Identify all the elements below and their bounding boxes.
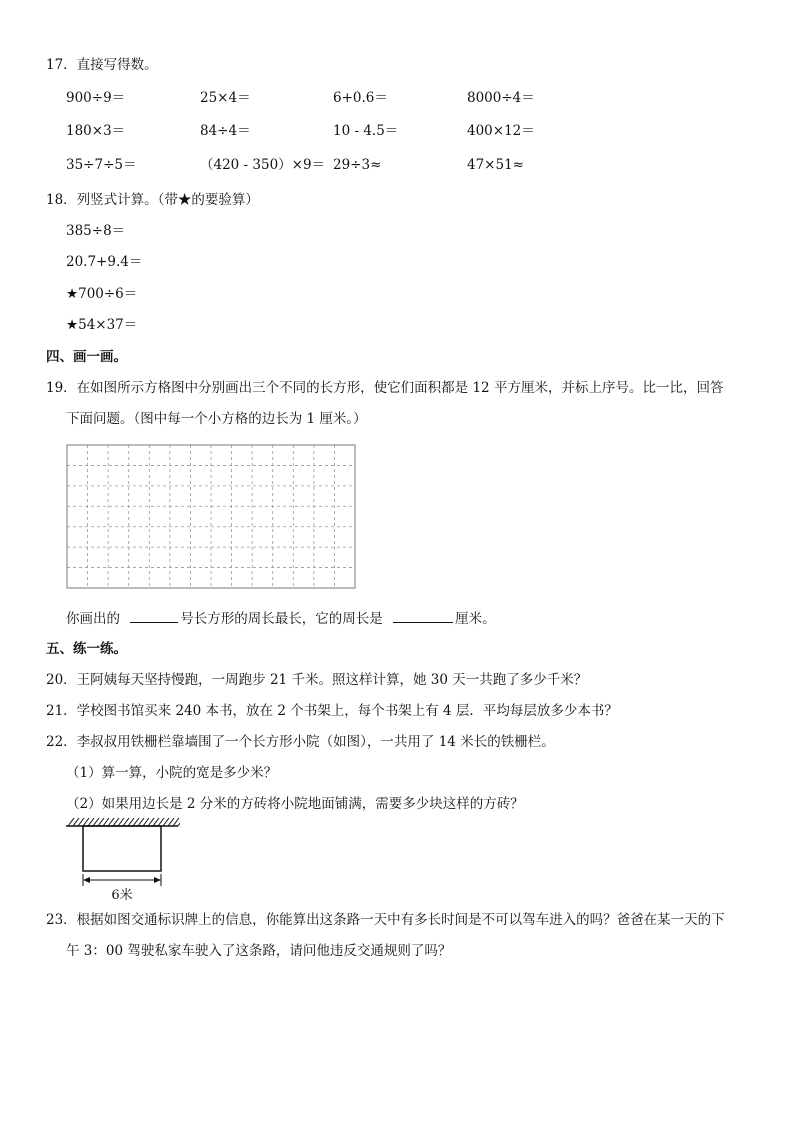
- q19-blank-perimeter[interactable]: [393, 608, 453, 623]
- hatch-stroke: [83, 818, 89, 826]
- q22-text: 22．李叔叔用铁栅栏靠墙围了一个长方形小院（如图），一共用了 14 米长的铁栅栏。: [46, 734, 555, 750]
- hatch-stroke: [168, 818, 174, 826]
- q19-answer-suffix: 厘米。: [455, 611, 496, 627]
- width-label: 6米: [111, 888, 133, 903]
- hatch-stroke: [128, 818, 134, 826]
- hatch-stroke: [153, 818, 159, 826]
- square-grid: [66, 444, 356, 589]
- wall-hatching: [68, 818, 180, 826]
- yard-fence: [83, 826, 161, 871]
- q17-r2-c4: 400×12＝: [467, 123, 535, 139]
- grid-drawing: [66, 444, 356, 589]
- hatch-stroke: [68, 818, 74, 826]
- hatch-stroke: [73, 818, 79, 826]
- hatch-stroke: [78, 818, 84, 826]
- q17-r1-c1: 900÷9＝: [66, 90, 126, 106]
- hatch-stroke: [118, 818, 124, 826]
- q17-r3-c1: 35÷7÷5＝: [66, 157, 137, 173]
- section-4-heading: 四、画一画。: [46, 349, 127, 365]
- q19-answer-prefix: 你画出的: [66, 611, 120, 627]
- q19-text-line2: 下面问题。（图中每一个小方格的边长为 1 厘米。）: [66, 411, 367, 427]
- q20-text: 20．王阿姨每天坚持慢跑，一周跑步 21 千米。照这样计算，她 30 天一共跑了多少千米？: [46, 672, 588, 688]
- q17-r1-c2: 25×4＝: [200, 90, 251, 106]
- q18-title: 18．列竖式计算。（带★的要验算）: [46, 192, 259, 208]
- q17-r2-c1: 180×3＝: [66, 123, 126, 139]
- hatch-stroke: [113, 818, 119, 826]
- q17-r3-c3: 29÷3≈: [333, 157, 382, 173]
- q17-r1-c3: 6+0.6＝: [333, 90, 388, 106]
- hatch-stroke: [163, 818, 169, 826]
- q18-item-2: 20.7+9.4＝: [66, 254, 143, 270]
- hatch-stroke: [138, 818, 144, 826]
- q17-r2-c3: 10 - 4.5＝: [333, 123, 399, 139]
- hatch-stroke: [88, 818, 94, 826]
- arrow-right-icon: [154, 877, 161, 883]
- q18-item-1: 385÷8＝: [66, 223, 126, 239]
- q22-sub1: （1）算一算，小院的宽是多少米？: [66, 765, 278, 781]
- q21-text: 21．学校图书馆买来 240 本书，放在 2 个书架上，每个书架上有 4 层．平均每层放多少本书？: [46, 703, 618, 719]
- q17-r3-c4: 47×51≈: [467, 157, 524, 173]
- hatch-stroke: [123, 818, 129, 826]
- hatch-stroke: [143, 818, 149, 826]
- hatch-stroke: [108, 818, 114, 826]
- hatch-stroke: [133, 818, 139, 826]
- hatch-stroke: [148, 818, 154, 826]
- q18-item-4: ★54×37＝: [66, 317, 138, 333]
- q17-r1-c4: 8000÷4＝: [467, 90, 535, 106]
- q22-sub2: （2）如果用边长是 2 分米的方砖将小院地面铺满，需要多少块这样的方砖？: [66, 796, 524, 812]
- q19-answer-mid: 号长方形的周长最长，它的周长是: [180, 611, 383, 627]
- q17-r2-c2: 84÷4＝: [200, 123, 251, 139]
- hatch-stroke: [93, 818, 99, 826]
- q23-text-line2: 午 3：00 驾驶私家车驶入了这条路，请问他违反交通规则了吗？: [66, 943, 452, 959]
- q18-item-3: ★700÷6＝: [66, 286, 138, 302]
- hatch-stroke: [173, 818, 179, 826]
- q19-text-line1: 19．在如图所示方格图中分别画出三个不同的长方形，使它们面积都是 12 平方厘米，并标上序号。比一比，回答: [46, 380, 724, 396]
- section-5-heading: 五、练一练。: [46, 641, 127, 657]
- q19-blank-number[interactable]: [130, 608, 178, 623]
- hatch-stroke: [103, 818, 109, 826]
- arrow-left-icon: [83, 877, 90, 883]
- hatch-stroke: [158, 818, 164, 826]
- q17-title: 17．直接写得数。: [46, 57, 158, 73]
- yard-figure: [64, 814, 180, 906]
- q19-answer-line: [66, 608, 496, 629]
- q17-r3-c2: （420 - 350）×9＝: [200, 157, 326, 173]
- yard-drawing: [64, 814, 180, 906]
- q23-text-line1: 23．根据如图交通标识牌上的信息，你能算出这条路一天中有多长时间是不可以驾车进入的吗？爸爸在某一天的下: [46, 912, 725, 928]
- hatch-stroke: [98, 818, 104, 826]
